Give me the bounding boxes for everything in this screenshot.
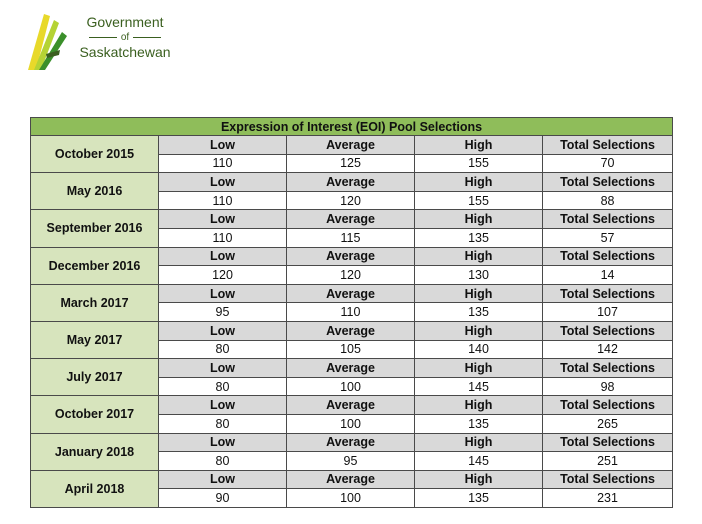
value-cell-low: 110 (159, 154, 287, 173)
column-header-average: Average (287, 470, 415, 489)
column-header-high: High (415, 247, 543, 266)
value-cell-total: 251 (543, 452, 673, 471)
column-header-high: High (415, 136, 543, 155)
column-header-total: Total Selections (543, 173, 673, 192)
column-header-total: Total Selections (543, 396, 673, 415)
column-header-total: Total Selections (543, 284, 673, 303)
saskatchewan-logo (26, 8, 176, 72)
value-cell-average: 120 (287, 266, 415, 285)
column-header-low: Low (159, 210, 287, 229)
value-cell-low: 110 (159, 191, 287, 210)
column-header-total: Total Selections (543, 433, 673, 452)
value-cell-average: 120 (287, 191, 415, 210)
value-cell-low: 80 (159, 377, 287, 396)
column-header-total: Total Selections (543, 321, 673, 340)
column-header-high: High (415, 284, 543, 303)
value-cell-total: 14 (543, 266, 673, 285)
value-cell-average: 100 (287, 377, 415, 396)
column-header-low: Low (159, 321, 287, 340)
column-header-high: High (415, 359, 543, 378)
period-cell: March 2017 (31, 284, 159, 321)
column-header-total: Total Selections (543, 247, 673, 266)
column-header-total: Total Selections (543, 136, 673, 155)
logo-rule-right (133, 37, 161, 38)
table-row (31, 210, 673, 229)
value-cell-total: 98 (543, 377, 673, 396)
table-row (31, 359, 673, 378)
value-cell-low: 95 (159, 303, 287, 322)
column-header-average: Average (287, 247, 415, 266)
value-cell-average: 105 (287, 340, 415, 359)
value-cell-high: 145 (415, 452, 543, 471)
column-header-low: Low (159, 173, 287, 192)
column-header-low: Low (159, 433, 287, 452)
value-cell-high: 140 (415, 340, 543, 359)
column-header-average: Average (287, 321, 415, 340)
period-cell: July 2017 (31, 359, 159, 396)
logo-rule-left (89, 37, 117, 38)
value-cell-average: 100 (287, 414, 415, 433)
table-row (31, 136, 673, 155)
logo-text (70, 14, 180, 61)
table-row (31, 321, 673, 340)
table-row (31, 284, 673, 303)
table-row (31, 470, 673, 489)
column-header-average: Average (287, 173, 415, 192)
table-row (31, 247, 673, 266)
value-cell-low: 110 (159, 228, 287, 247)
period-cell: September 2016 (31, 210, 159, 247)
column-header-high: High (415, 470, 543, 489)
value-cell-average: 125 (287, 154, 415, 173)
value-cell-average: 95 (287, 452, 415, 471)
table-title: Expression of Interest (EOI) Pool Selections (31, 118, 673, 136)
column-header-average: Average (287, 433, 415, 452)
value-cell-high: 145 (415, 377, 543, 396)
eoi-selections-table (30, 117, 673, 508)
column-header-low: Low (159, 284, 287, 303)
column-header-average: Average (287, 284, 415, 303)
table-title-row (31, 118, 673, 136)
column-header-low: Low (159, 247, 287, 266)
value-cell-total: 88 (543, 191, 673, 210)
period-cell: April 2018 (31, 470, 159, 507)
logo-line-of (70, 31, 180, 44)
logo-of-text: of (120, 32, 130, 43)
period-cell: May 2016 (31, 173, 159, 210)
column-header-high: High (415, 173, 543, 192)
value-cell-average: 100 (287, 489, 415, 508)
period-cell: May 2017 (31, 321, 159, 358)
column-header-high: High (415, 321, 543, 340)
logo-line-government: Government (86, 14, 164, 30)
value-cell-total: 142 (543, 340, 673, 359)
column-header-low: Low (159, 359, 287, 378)
value-cell-high: 130 (415, 266, 543, 285)
table-row (31, 396, 673, 415)
table-body (31, 136, 673, 508)
column-header-low: Low (159, 136, 287, 155)
value-cell-total: 70 (543, 154, 673, 173)
column-header-average: Average (287, 359, 415, 378)
value-cell-high: 135 (415, 489, 543, 508)
column-header-average: Average (287, 210, 415, 229)
logo-line-saskatchewan: Saskatchewan (79, 44, 171, 60)
column-header-average: Average (287, 396, 415, 415)
period-cell: December 2016 (31, 247, 159, 284)
value-cell-high: 135 (415, 303, 543, 322)
column-header-low: Low (159, 396, 287, 415)
column-header-low: Low (159, 470, 287, 489)
value-cell-average: 115 (287, 228, 415, 247)
period-cell: January 2018 (31, 433, 159, 470)
column-header-total: Total Selections (543, 210, 673, 229)
period-cell: October 2017 (31, 396, 159, 433)
value-cell-high: 155 (415, 191, 543, 210)
table-row (31, 173, 673, 192)
column-header-total: Total Selections (543, 359, 673, 378)
value-cell-total: 231 (543, 489, 673, 508)
value-cell-low: 80 (159, 452, 287, 471)
value-cell-total: 57 (543, 228, 673, 247)
column-header-average: Average (287, 136, 415, 155)
value-cell-low: 80 (159, 340, 287, 359)
value-cell-low: 80 (159, 414, 287, 433)
table-row (31, 433, 673, 452)
wheat-sheaf-icon (26, 10, 72, 72)
value-cell-total: 265 (543, 414, 673, 433)
period-cell: October 2015 (31, 136, 159, 173)
value-cell-high: 135 (415, 228, 543, 247)
value-cell-high: 155 (415, 154, 543, 173)
value-cell-low: 120 (159, 266, 287, 285)
value-cell-low: 90 (159, 489, 287, 508)
column-header-high: High (415, 433, 543, 452)
value-cell-total: 107 (543, 303, 673, 322)
column-header-total: Total Selections (543, 470, 673, 489)
column-header-high: High (415, 210, 543, 229)
column-header-high: High (415, 396, 543, 415)
value-cell-average: 110 (287, 303, 415, 322)
value-cell-high: 135 (415, 414, 543, 433)
